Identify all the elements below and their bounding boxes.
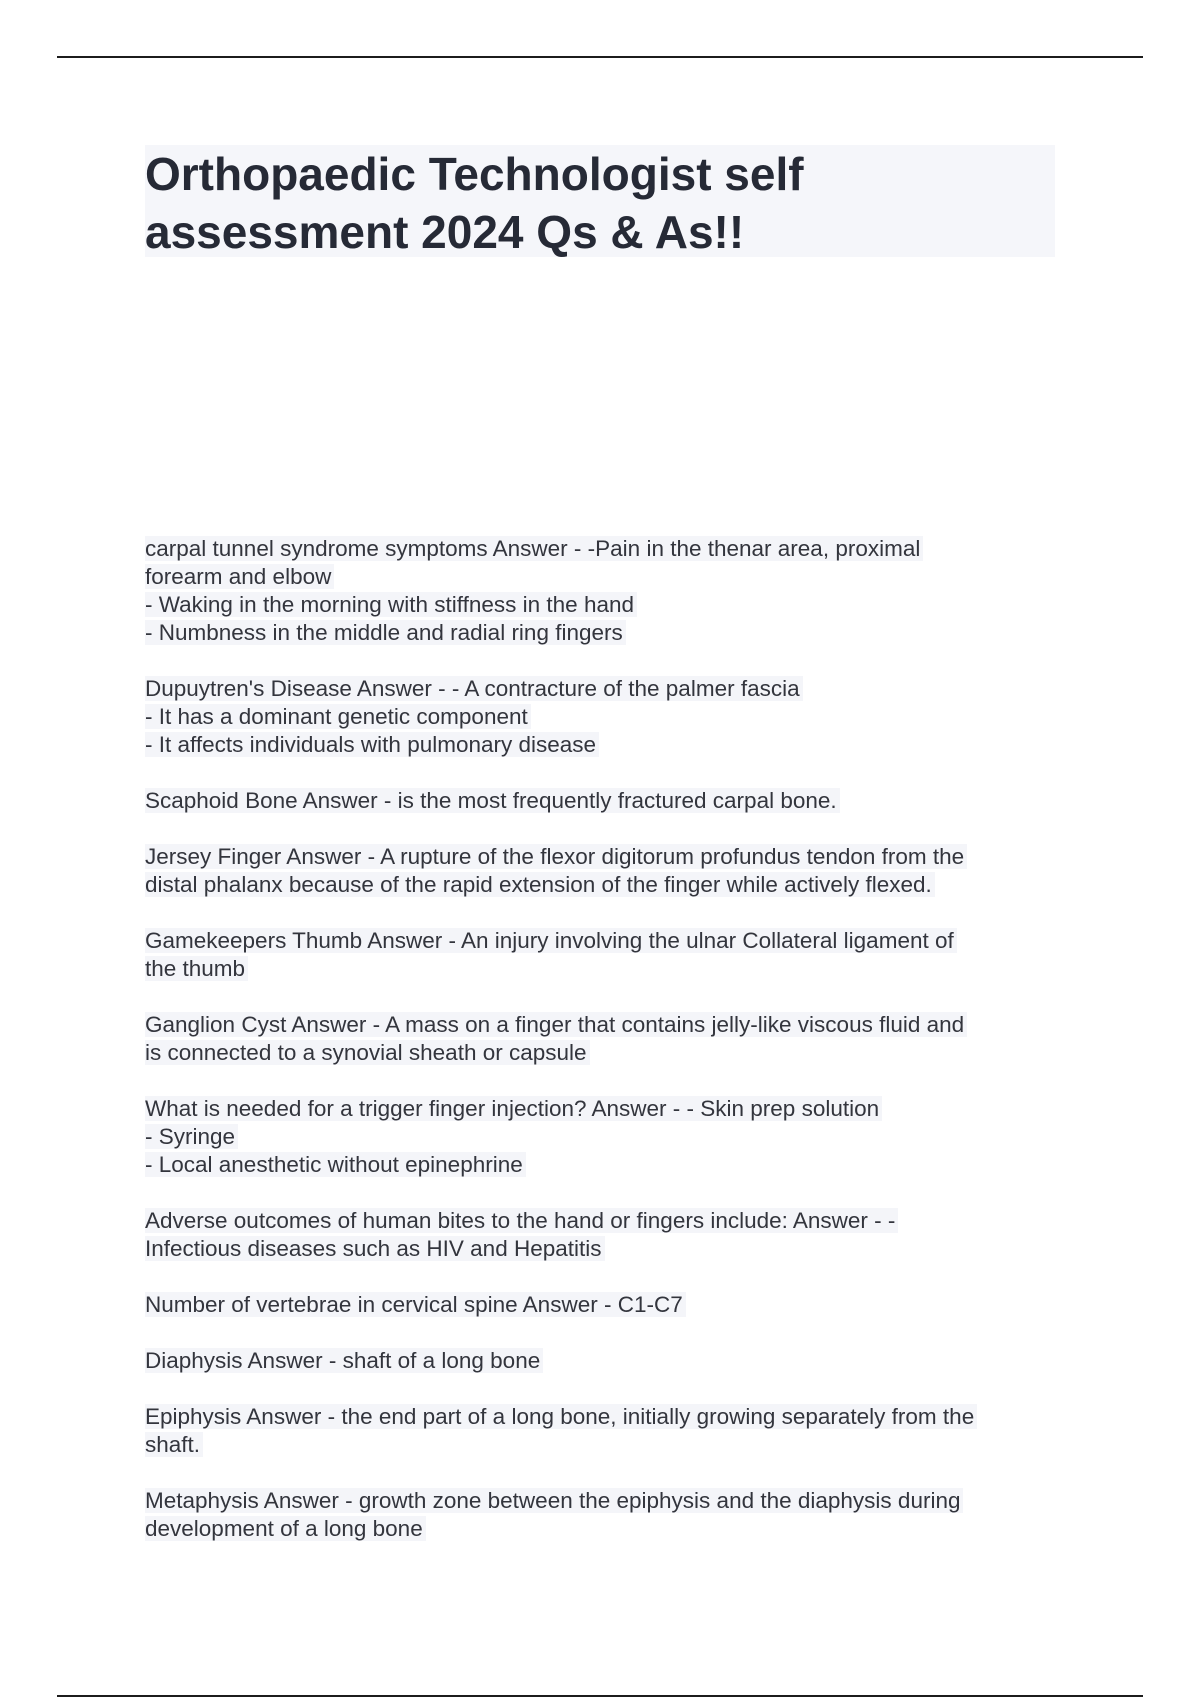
qa-text-line: Diaphysis Answer - shaft of a long bone — [145, 1348, 543, 1373]
qa-text-line: forearm and elbow — [145, 564, 334, 589]
qa-line — [145, 563, 1065, 591]
document-title — [145, 145, 1055, 261]
qa-text-line: - It has a dominant genetic component — [145, 704, 531, 729]
qa-line — [145, 1487, 1065, 1515]
qa-item — [145, 1095, 1065, 1179]
qa-line — [145, 703, 1065, 731]
qa-item — [145, 843, 1065, 899]
qa-text-line: What is needed for a trigger finger injection? Answer - - Skin prep solution — [145, 1096, 882, 1121]
header-rule — [57, 56, 1143, 58]
qa-text-line: Adverse outcomes of human bites to the hand or fingers include: Answer - - — [145, 1208, 898, 1233]
qa-text-line: Metaphysis Answer - growth zone between the epiphysis and the diaphysis during — [145, 1488, 963, 1513]
footer-rule — [57, 1695, 1143, 1697]
qa-line — [145, 1123, 1065, 1151]
qa-item — [145, 1487, 1065, 1543]
qa-text-line: - It affects individuals with pulmonary disease — [145, 732, 599, 757]
qa-text-line: Epiphysis Answer - the end part of a long bone, initially growing separately from the — [145, 1404, 977, 1429]
qa-item — [145, 927, 1065, 983]
qa-item — [145, 1011, 1065, 1067]
qa-text-line: Jersey Finger Answer - A rupture of the flexor digitorum profundus tendon from the — [145, 844, 967, 869]
qa-line — [145, 1151, 1065, 1179]
qa-line — [145, 619, 1065, 647]
qa-item — [145, 1403, 1065, 1459]
qa-line — [145, 591, 1065, 619]
title-line: assessment 2024 Qs & As!! — [145, 206, 745, 258]
qa-text-line: Number of vertebrae in cervical spine Answer - C1-C7 — [145, 1292, 686, 1317]
qa-line — [145, 1207, 1065, 1235]
qa-text-line: - Numbness in the middle and radial ring fingers — [145, 620, 626, 645]
qa-line — [145, 927, 1065, 955]
qa-text-line: the thumb — [145, 956, 248, 981]
qa-line — [145, 871, 1065, 899]
qa-text-line: Dupuytren's Disease Answer - - A contracture of the palmer fascia — [145, 676, 803, 701]
qa-line — [145, 1403, 1065, 1431]
qa-line — [145, 787, 1065, 815]
qa-item — [145, 675, 1065, 759]
qa-text-line: - Local anesthetic without epinephrine — [145, 1152, 526, 1177]
qa-line — [145, 1291, 1065, 1319]
qa-text-line: carpal tunnel syndrome symptoms Answer - -Pain in the thenar area, proximal — [145, 536, 923, 561]
qa-text-line: Gamekeepers Thumb Answer - An injury involving the ulnar Collateral ligament of — [145, 928, 957, 953]
qa-line — [145, 1095, 1065, 1123]
qa-text-line: Scaphoid Bone Answer - is the most frequently fractured carpal bone. — [145, 788, 840, 813]
qa-line — [145, 731, 1065, 759]
qa-line — [145, 1235, 1065, 1263]
qa-line — [145, 1515, 1065, 1543]
qa-text-line: development of a long bone — [145, 1516, 426, 1541]
qa-item — [145, 1291, 1065, 1319]
qa-item — [145, 535, 1065, 647]
qa-line — [145, 843, 1065, 871]
qa-text-line: Ganglion Cyst Answer - A mass on a finger that contains jelly-like viscous fluid and — [145, 1012, 967, 1037]
qa-text-line: distal phalanx because of the rapid extension of the finger while actively flexed. — [145, 872, 935, 897]
qa-line — [145, 1347, 1065, 1375]
qa-text-line: - Syringe — [145, 1124, 238, 1149]
title-line: Orthopaedic Technologist self — [145, 148, 804, 200]
qa-item — [145, 1207, 1065, 1263]
qa-item — [145, 1347, 1065, 1375]
qa-list — [145, 535, 1065, 1571]
qa-line — [145, 535, 1065, 563]
qa-line — [145, 1011, 1065, 1039]
qa-line — [145, 1039, 1065, 1067]
qa-text-line: Infectious diseases such as HIV and Hepatitis — [145, 1236, 605, 1261]
qa-item — [145, 787, 1065, 815]
qa-text-line: shaft. — [145, 1432, 203, 1457]
qa-line — [145, 1431, 1065, 1459]
qa-line — [145, 675, 1065, 703]
qa-text-line: is connected to a synovial sheath or capsule — [145, 1040, 590, 1065]
qa-line — [145, 955, 1065, 983]
qa-text-line: - Waking in the morning with stiffness in the hand — [145, 592, 637, 617]
